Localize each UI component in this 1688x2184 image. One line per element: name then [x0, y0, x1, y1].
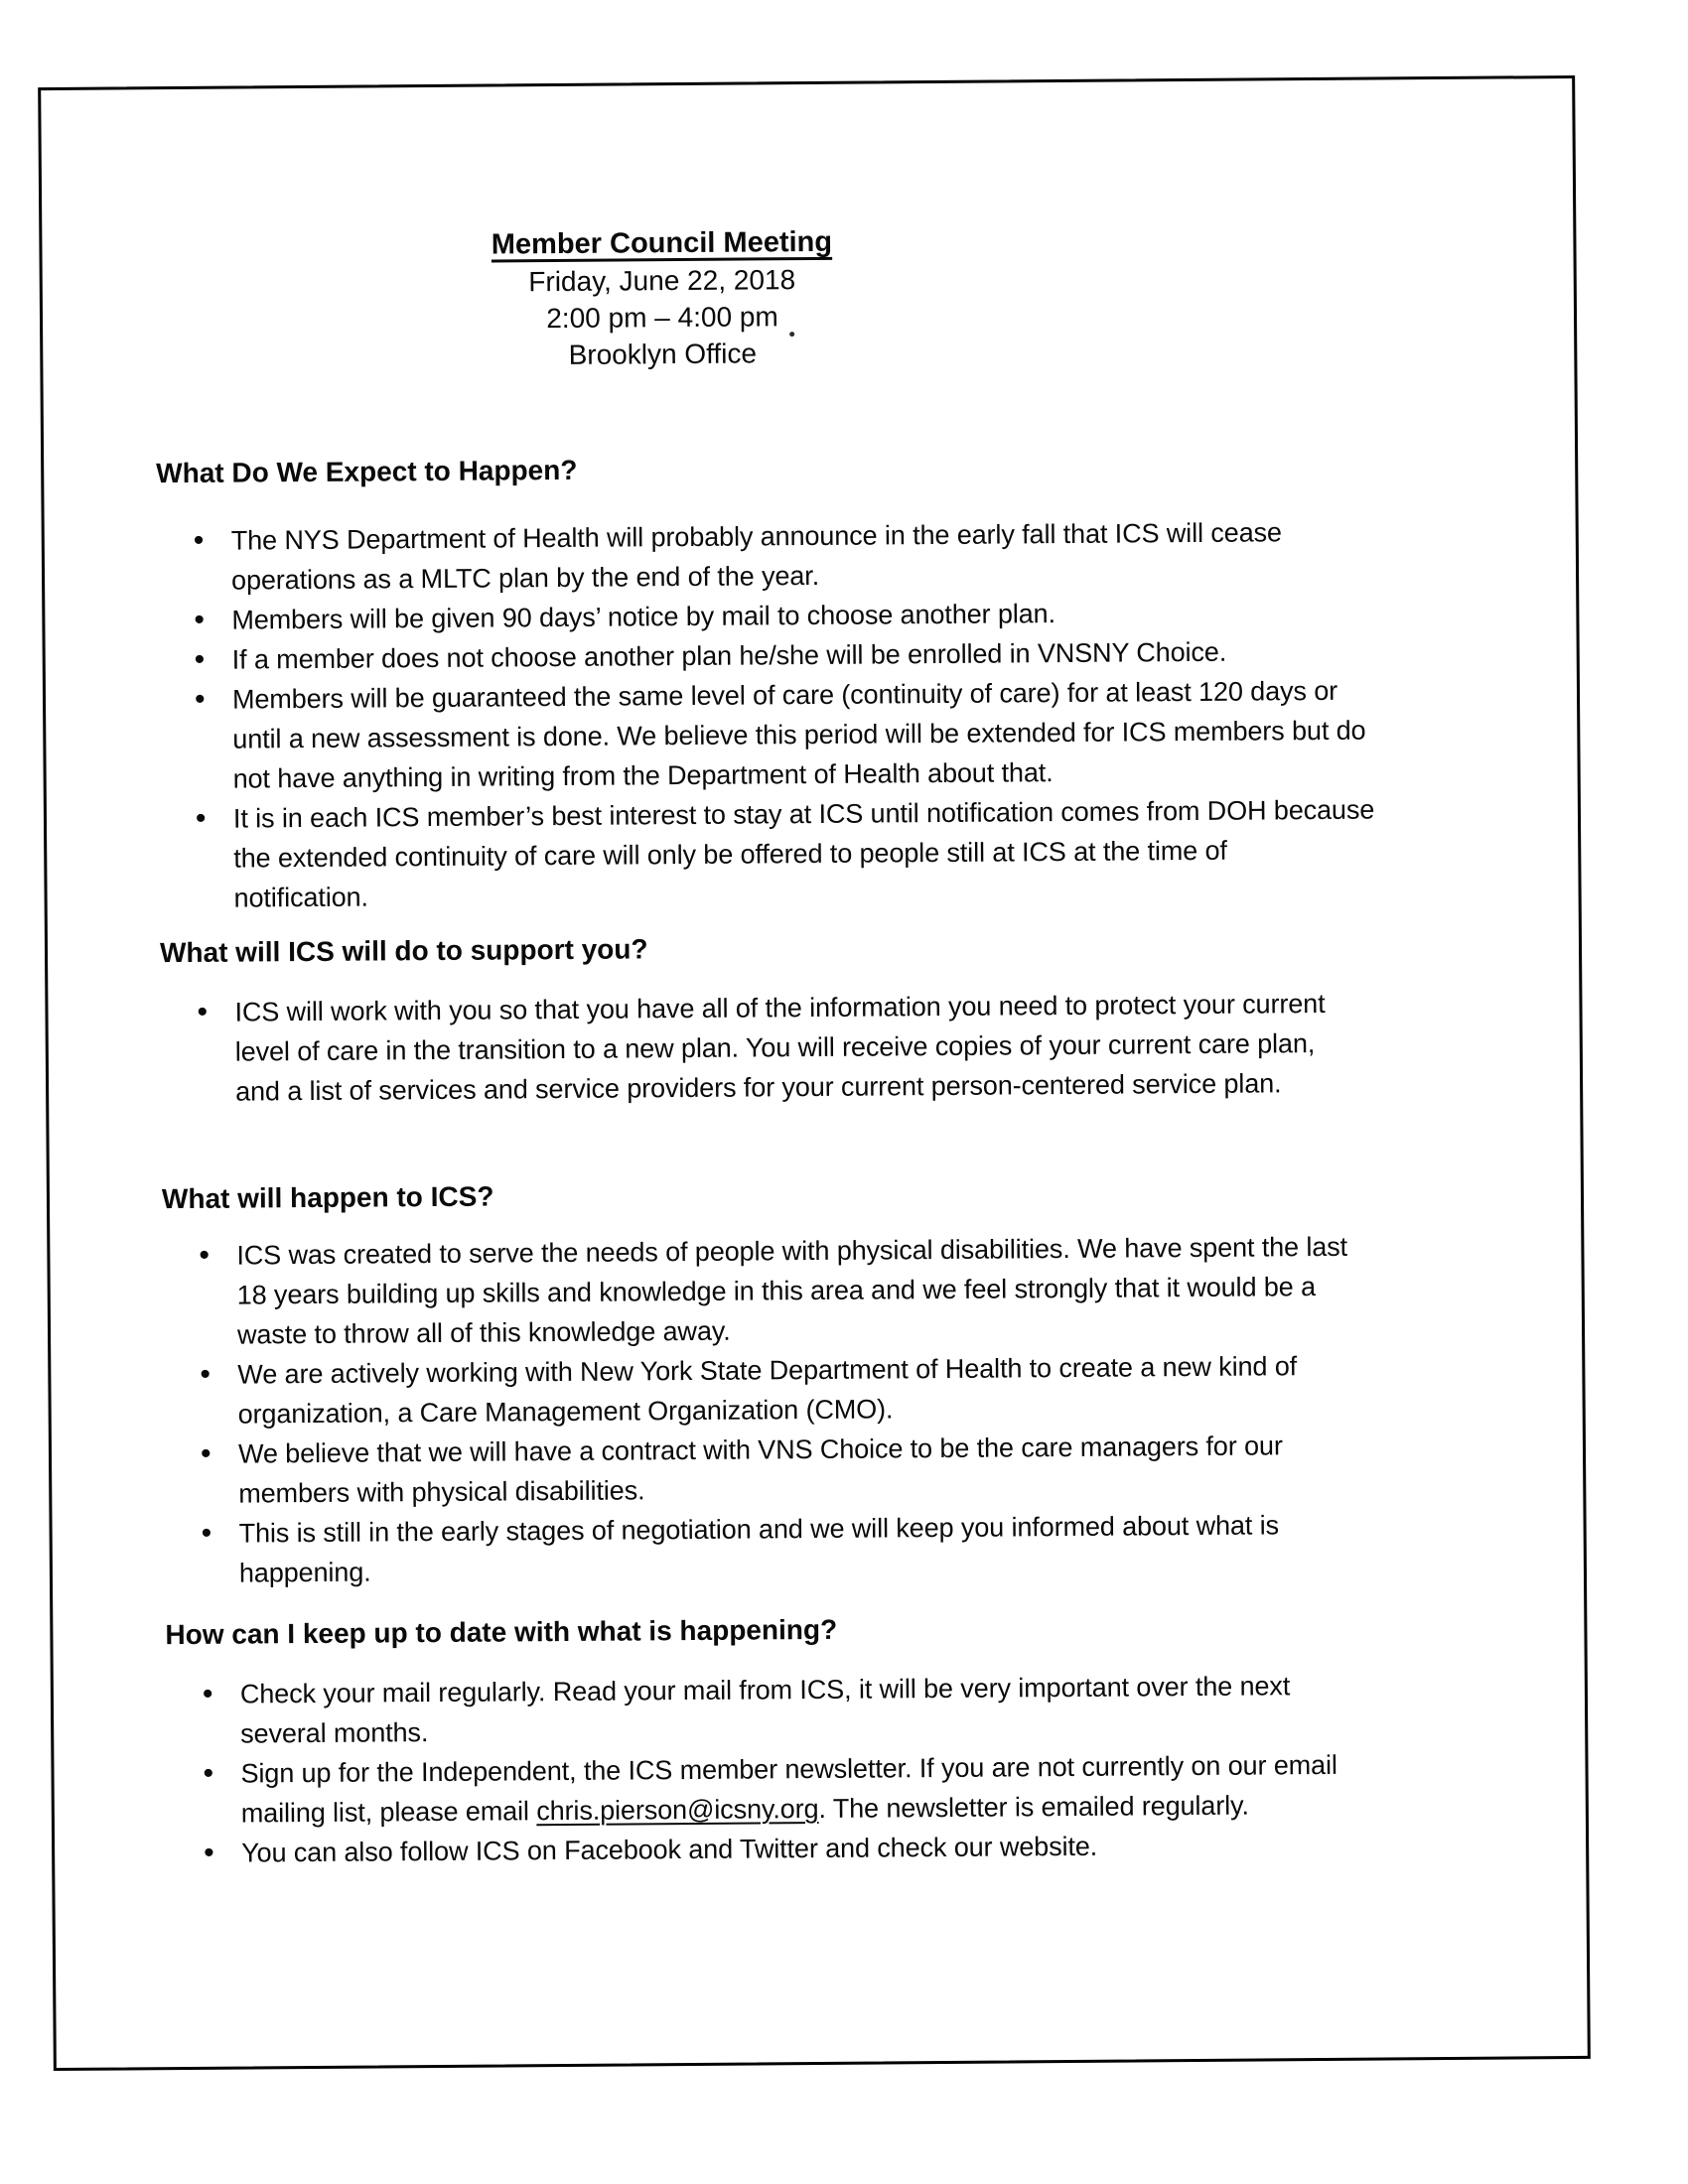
bullet-text: This is still in the early stages of negotiation and we will keep you informed about what is happening.	[238, 1510, 1280, 1588]
bullet-item	[197, 1225, 1568, 1355]
bullet-item	[201, 1664, 1572, 1754]
document-title: Member Council Meeting	[491, 225, 833, 261]
bullet-item	[199, 1424, 1570, 1514]
document-header	[42, 219, 1282, 377]
bullet-item	[194, 788, 1565, 918]
bullet-text: The NYS Department of Health will probably announce in the early fall that ICS will cease operations as a MLTC plan by the end of the year.	[230, 517, 1283, 596]
bullet-text: We believe that we will have a contract with VNS Choice to be the care managers for our members with physical disabilities.	[237, 1431, 1283, 1509]
bullet-text-post-email: . The newsletter is emailed regularly.	[818, 1790, 1249, 1824]
section-heading-ics-support: What will ICS will do to support you?	[159, 933, 648, 969]
bullet-list-what-will-happen	[197, 1225, 1570, 1593]
bullet-text: You can also follow ICS on Facebook and Twitter and check our website.	[241, 1831, 1098, 1868]
meeting-date: Friday, June 22, 2018	[528, 264, 796, 298]
bullet-text: Members will be guaranteed the same level of care (continuity of care) for at least 120 days or until a new assessment is done. We believe this period will be extended for ICS members but do not have anything in writing from the Department of Health about that.	[231, 675, 1366, 794]
scan-artifact-dot	[789, 332, 794, 337]
bullet-item	[195, 982, 1566, 1112]
scanned-page	[38, 75, 1591, 2071]
bullet-text: ICS will work with you so that you have all of the information you need to protect your current level of care in the transition to a new plan. You will receive copies of your current care plan, and a list of services and service providers for your current person-centered service plan.	[234, 988, 1326, 1107]
meeting-time: 2:00 pm – 4:00 pm	[546, 301, 778, 335]
section-heading-what-do-we-expect: What Do We Expect to Happen?	[156, 454, 578, 489]
bullet-list-keep-up-to-date	[201, 1664, 1573, 1873]
bullet-text: Check your mail regularly. Read your mail from ICS, it will be very important over the next several months.	[239, 1671, 1291, 1749]
bullet-text: We are actively working with New York State Department of Health to create a new kind of organization, a Care Management Organization (CMO).	[237, 1351, 1298, 1430]
section-heading-what-will-happen: What will happen to ICS?	[161, 1180, 494, 1215]
bullet-text: ICS was created to serve the needs of people with physical disabilities. We have spent the last 18 years building up skills and knowledge in this area and we feel strongly that it would be a waste to throw all of this knowledge away.	[236, 1231, 1348, 1350]
bullet-text: Members will be given 90 days’ notice by mail to choose another plan.	[231, 599, 1056, 635]
email-link: chris.pierson@icsny.org	[536, 1793, 819, 1827]
bullet-text-pre-email: Sign up for the Independent, the ICS member newsletter. If you are not currently on our email mailing list, please email	[240, 1749, 1337, 1829]
bullet-text: It is in each ICS member’s best interest to stay at ICS until notification comes from DOH because the extended continuity of care will only be offered to people still at ICS at the time of notification.	[232, 794, 1375, 913]
bullet-item	[198, 1344, 1569, 1434]
bullet-text: If a member does not choose another plan he/she will be enrolled in VNSNY Choice.	[231, 636, 1227, 675]
bullet-item	[201, 1743, 1572, 1834]
bullet-item	[193, 669, 1564, 799]
bullet-item	[199, 1503, 1570, 1593]
bullet-list-what-do-we-expect	[192, 510, 1565, 918]
section-heading-keep-up-to-date: How can I keep up to date with what is happening?	[165, 1613, 838, 1651]
meeting-location: Brooklyn Office	[568, 338, 758, 370]
bullet-list-ics-support	[195, 982, 1566, 1112]
bullet-item	[192, 510, 1563, 601]
